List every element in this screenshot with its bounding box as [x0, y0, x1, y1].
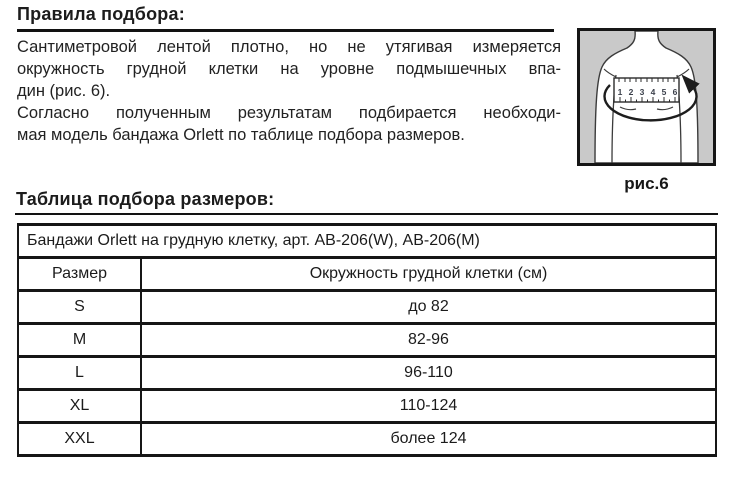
tape-number: 3 — [639, 87, 645, 97]
column-header-circumference: Окружность грудной клетки (см) — [141, 258, 716, 291]
tape-number: 1 — [617, 87, 623, 97]
column-header-size: Размер — [18, 258, 141, 291]
table-heading: Таблица подбора размеров: — [16, 189, 275, 209]
measurement-illustration — [577, 28, 716, 166]
size-cell: L — [18, 357, 141, 390]
tape-number: 4 — [650, 87, 656, 97]
table-row — [18, 423, 716, 456]
tape-number: 6 — [672, 87, 678, 97]
range-cell: 110-124 — [141, 390, 716, 423]
size-cell: XL — [18, 390, 141, 423]
title-rule — [17, 29, 554, 32]
intro-line: мая модель бандажа Orlett по таблице подбора размеров. — [17, 126, 465, 144]
intro-line: Согласно полученным результатам подбирается необходи- — [17, 104, 561, 122]
table-row — [18, 390, 716, 423]
range-cell: 96-110 — [141, 357, 716, 390]
page-title: Правила подбора: — [17, 4, 185, 24]
intro-line: Сантиметровой лентой плотно, но не утягивая измеряется — [17, 38, 561, 56]
table-heading-rule — [15, 213, 718, 215]
table-row — [18, 291, 716, 324]
size-cell: S — [18, 291, 141, 324]
size-cell: M — [18, 324, 141, 357]
intro-line: окружность грудной клетки на уровне подмышечных впа- — [17, 60, 561, 78]
range-cell: более 124 — [141, 423, 716, 456]
intro-line: дин (рис. 6). — [17, 82, 111, 100]
torso-measure-icon — [580, 31, 713, 163]
tape-number: 2 — [628, 87, 634, 97]
figure-6 — [577, 28, 716, 194]
table-row — [18, 324, 716, 357]
size-cell: XXL — [18, 423, 141, 456]
table-title-row — [18, 225, 716, 258]
figure-caption: рис.6 — [624, 174, 669, 193]
intro-paragraphs — [17, 36, 561, 146]
size-table — [17, 223, 717, 457]
table-header-row — [18, 258, 716, 291]
tape-number: 5 — [661, 87, 667, 97]
range-cell: до 82 — [141, 291, 716, 324]
table-row — [18, 357, 716, 390]
table-title-cell: Бандажи Orlett на грудную клетку, арт. АВ-206(W), АВ-206(М) — [18, 225, 716, 258]
range-cell: 82-96 — [141, 324, 716, 357]
